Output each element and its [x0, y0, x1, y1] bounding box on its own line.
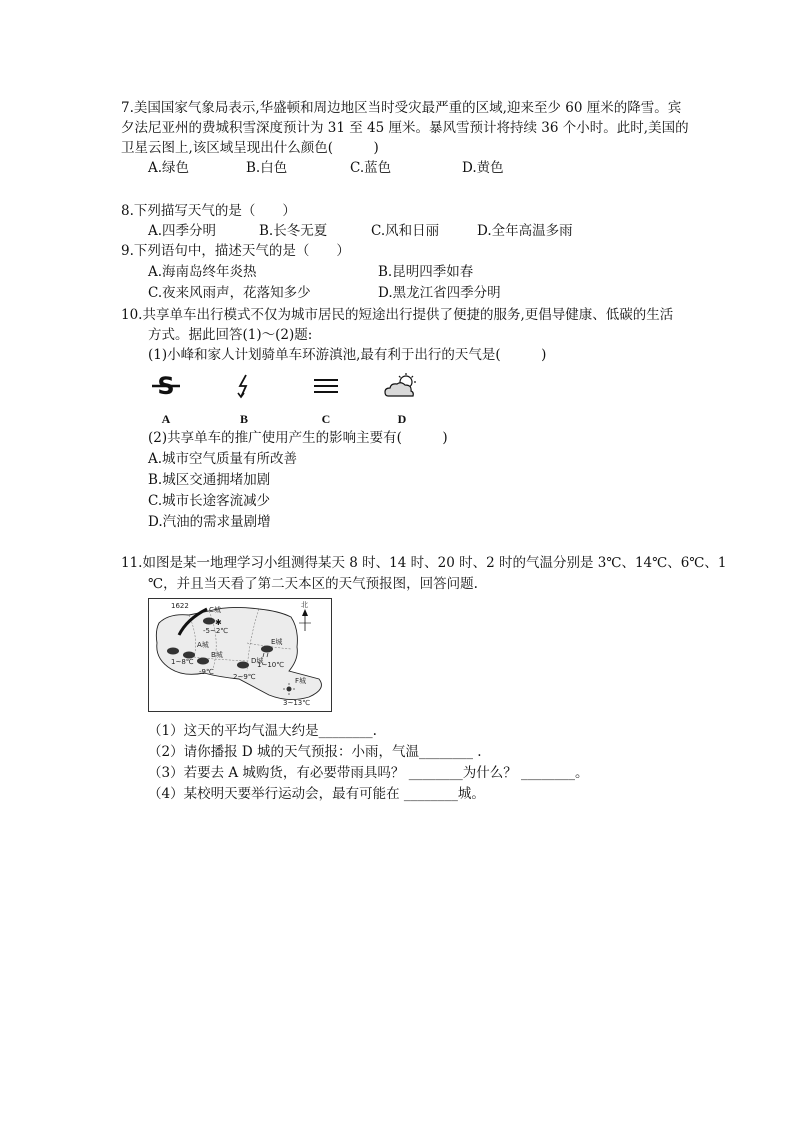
city-d-name: D城 — [251, 657, 264, 665]
q10-sub2-option-a: A.城市空气质量有所改善 — [148, 451, 298, 467]
svg-text:✱: ✱ — [215, 618, 222, 627]
sandstorm-icon — [149, 372, 183, 400]
city-b-temp: -9℃ — [199, 668, 214, 676]
q11-line-1: 11.如图是某一地理学习小组测得某天 8 时、14 时、20 时、2 时的气温分别是 3℃、14℃、6℃、1 — [121, 555, 727, 571]
q10-sub1: (1)小峰和家人计划骑单车环游滇池,最有利于出行的天气是( ) — [148, 347, 547, 363]
q8-option-d: D.全年高温多雨 — [477, 223, 573, 239]
q7-option-d: D.黄色 — [462, 160, 504, 176]
city-c-temp: -5~2℃ — [203, 627, 229, 635]
q10-sub2-option-d: D.汽油的需求量剧增 — [148, 514, 271, 530]
q7-option-b: B.白色 — [246, 160, 288, 176]
wind-label: 1622 — [171, 602, 189, 610]
north-label: 北 — [301, 601, 308, 609]
city-e-temp: 1~10℃ — [257, 661, 285, 669]
option-d-label: D — [397, 412, 407, 426]
q9-option-b: B.昆明四季如春 — [378, 264, 474, 280]
svg-text:S: S — [157, 372, 175, 400]
q7-line-1: 7.美国国家气象局表示,华盛顿和周边地区当时受灾最严重的区域,迎来至少 60 厘米的降雪。宾 — [121, 100, 682, 116]
q10-sub2: (2)共享单车的推广使用产生的影响主要有( ) — [148, 430, 448, 446]
option-c-label: C — [321, 412, 331, 426]
q11-question-4: （4）某校明天要举行运动会，最有可能在 ________城。 — [148, 786, 485, 802]
q11-question-3: （3）若要去 A 城购货，有必要带雨具吗？ ________为什么？ ________。 — [148, 765, 589, 781]
q7-line-3: 卫星云图上,该区域呈现出什么颜色( ) — [121, 140, 379, 156]
city-a-name: A城 — [197, 641, 209, 649]
q10-sub2-option-b: B.城区交通拥堵加剧 — [148, 472, 271, 488]
q8-option-a: A.四季分明 — [148, 223, 217, 239]
option-b-cell — [224, 372, 264, 427]
city-b-name: B城 — [211, 651, 223, 659]
q11-line-2: ℃，并且当天看了第二天本区的天气预报图，回答问题. — [148, 576, 478, 592]
city-f-temp: 3~13℃ — [283, 699, 311, 707]
q9-option-a: A.海南岛终年炎热 — [148, 264, 257, 280]
q7-option-a: A.绿色 — [148, 160, 190, 176]
map-svg — [149, 599, 331, 711]
q8-option-c: C.风和日丽 — [371, 223, 440, 239]
city-d-temp: 2~9℃ — [233, 673, 256, 681]
q10-sub2-option-c: C.城市长途客流减少 — [148, 493, 271, 509]
q10-line-2: 方式。据此回答(1)～(2)题: — [148, 327, 313, 343]
city-e-name: E城 — [271, 638, 283, 646]
option-a-cell — [146, 372, 186, 427]
region-outline — [156, 607, 321, 699]
weather-forecast-map — [148, 598, 332, 712]
q7-option-c: C.蓝色 — [350, 160, 392, 176]
q9-option-d: D.黑龙江省四季分明 — [378, 285, 501, 301]
fog-icon — [309, 372, 343, 400]
cloudy-sun-icon — [382, 372, 422, 400]
q11-question-2: （2）请你播报 D 城的天气预报：小雨，气温________ . — [148, 744, 482, 760]
q9-stem: 9.下列语句中，描述天气的是（ ） — [121, 243, 350, 259]
city-a-temp: 1~8℃ — [171, 658, 194, 666]
option-c-cell — [306, 372, 346, 427]
q8-stem: 8.下列描写天气的是（ ） — [121, 203, 296, 219]
option-d-cell — [382, 372, 422, 427]
option-a-label: A — [161, 412, 171, 426]
thunder-icon — [227, 372, 261, 400]
weather-symbol-row — [146, 372, 446, 432]
city-f-name: F城 — [295, 677, 307, 685]
city-c-name: C城 — [209, 606, 221, 614]
q8-option-b: B.长冬无夏 — [259, 223, 328, 239]
q11-question-1: （1）这天的平均气温大约是________. — [148, 723, 377, 739]
option-b-label: B — [239, 412, 248, 426]
q7-line-2: 夕法尼亚州的费城积雪深度预计为 31 至 45 厘米。暴风雪预计将持续 36 个小时。此时,美国的 — [121, 120, 689, 136]
q10-line-1: 10.共享单车出行模式不仅为城市居民的短途出行提供了便捷的服务,更倡导健康、低碳的生活 — [121, 307, 674, 323]
q9-option-c: C.夜来风雨声，花落知多少 — [148, 285, 311, 301]
